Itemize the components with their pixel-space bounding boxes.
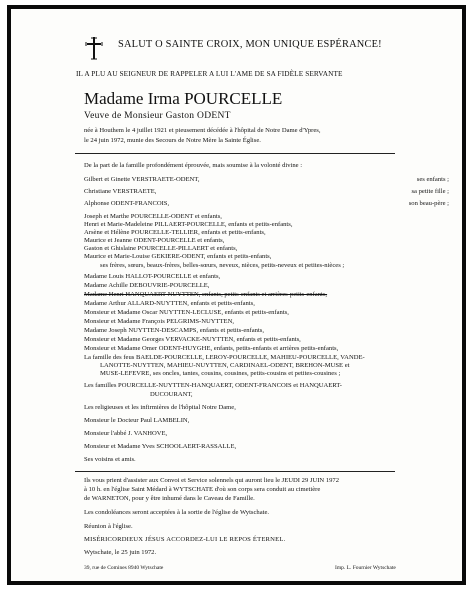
place-date: Wytschate, le 25 juin 1972. [84,549,157,556]
cross-icon [84,36,104,60]
relative-line: Henri et Marie-Madeleine PILLAERT-POURCELLE, enfants et petits-enfants, [84,221,293,228]
footer-address: 39, rue de Comines 8940 Wytschate [84,565,164,571]
relative-line: Gaston et Ghislaine POURCELLE-PILLAERT et enfants, [84,245,238,252]
relative-line: Ses voisins et amis. [84,456,136,463]
relative-line: Maurice et Jeanne ODENT-POURCELLE et enfants, [84,237,225,244]
death-line: le 24 juin 1972, munie des Secours de Notre Mère la Sainte Église. [84,137,261,144]
family-intro: De la part de la famille profondément éprouvée, mais soumise à la volonté divine : [84,162,303,169]
deceased-name: Madame Irma POURCELLE [84,89,283,108]
divider-top [75,153,395,154]
relative-line: Maurice et Marie-Louise GEKIERE-ODENT, enfants et petits-enfants, [84,253,272,260]
relative-line: Madame Joseph NUYTTEN-DESCAMPS, enfants et petits-enfants, [84,327,265,334]
relative-line: Madame Louis HALLOT-POURCELLE et enfants, [84,273,221,280]
motto: SALUT O SAINTE CROIX, MON UNIQUE ESPÉRANCE! [118,39,382,50]
family-name: Christiane VERSTRAETE, [84,188,157,195]
invitation-line: de WARNETON, pour y être inhumé dans le Caveau de Famille. [84,495,255,502]
announcement: IL A PLU AU SEIGNEUR DE RAPPELER A LUI L'AME DE SA FIDÈLE SERVANTE [76,69,343,78]
relative-line: Monsieur et Madame Georges VERVACKE-NUYTTEN, enfants et petits-enfants, [84,336,301,343]
condolences-note: Les condoléances seront acceptées à la sortie de l'église de Wytschate. [84,509,270,516]
relative-line: Monsieur et Madame François PELGRIMS-NUYTTEN, [84,318,234,325]
prayer: MISÉRICORDIEUX JÉSUS ACCORDEZ-LUI LE REPOS ÉTERNEL. [84,536,286,543]
family-row [84,200,449,207]
invitation-line: à 10 h. en l'église Saint Médard à WYTSCHATE d'où son corps sera conduit au cimetière [84,486,321,493]
relative-line: DUCOURANT, [150,391,193,398]
invitation-line: Ils vous prient d'assister aux Convoi et Service solennels qui auront lieu le JEUDI 29 JUIN 1972 [84,477,340,484]
divider-bottom [75,471,395,472]
footer-printer: Imp. L. Fournier Wytschate [335,565,396,571]
family-relation: son beau-père ; [408,200,449,207]
relative-line: MUSE-LEFEVRE, ses oncles, tantes, cousins, cousines, petits-cousins et petites-cousines ; [100,370,341,377]
relative-line: Arsène et Hélène POURCELLE-TELLIER, enfants et petits-enfants, [84,229,266,236]
relative-line: Joseph et Marthe POURCELLE-ODENT et enfants, [84,213,222,220]
relative-line: Monsieur l'abbé J. VANHOVE, [84,430,168,437]
relative-line-struck: Madame Henri HANQUAERT-NUYTTEN, enfants, petits-enfants et arrières-petits-enfants, [84,291,328,298]
relative-line: Les religieuses et les infirmières de l'hôpital Notre Dame, [84,404,236,411]
relative-line: Monsieur le Docteur Paul LAMBELIN, [84,417,190,424]
relative-line: La famille des feus BAELDE-POURCELLE, LEROY-POURCELLE, MAHIEU-POURCELLE, VANDE- [84,354,365,361]
family-relation: sa petite fille ; [411,188,449,195]
relative-line: Monsieur et Madame Yves SCHOOLAERT-RASSALLE, [84,443,237,450]
family-row [84,188,449,195]
family-name: Gilbert et Ginette VERSTRAETE-ODENT, [84,176,200,183]
birth-line: née à Houthem le 4 juillet 1921 et pieusement décédée à l'hôpital de Notre Dame d'Ypres, [84,127,321,134]
relative-line: ses frères, sœurs, beaux-frères, belles-sœurs, neveux, nièces, petits-neveux et petites-nièces ; [100,262,345,269]
widow-of: Veuve de Monsieur Gaston ODENT [84,111,231,121]
family-row [84,176,449,183]
family-name: Alphonse ODENT-FRANCOIS, [84,200,170,207]
relative-line: Monsieur et Madame Oscar NUYTTEN-LECLUSE, enfants et petits-enfants, [84,309,289,316]
relative-line: Madame Arthur ALLARD-NUYTTEN, enfants et petits-enfants, [84,300,255,307]
relative-line: Les familles POURCELLE-NUYTTEN-HANQUAERT, ODENT-FRANCOIS et HANQUAERT- [84,382,342,389]
reunion-note: Réunion à l'église. [84,523,133,530]
relative-line: Madame Achille DEBOUVRIE-POURCELLE, [84,282,210,289]
relative-line: LANOTTE-NUYTTEN, MAHIEU-NUYTTEN, CARDINAEL-ODENT, BREHON-MUSE et [100,362,350,369]
relative-line: Monsieur et Madame Omer ODENT-HUYGHE, enfants, petits-enfants et arrières petits-enfants, [84,345,339,352]
family-relation: ses enfants ; [416,176,449,183]
